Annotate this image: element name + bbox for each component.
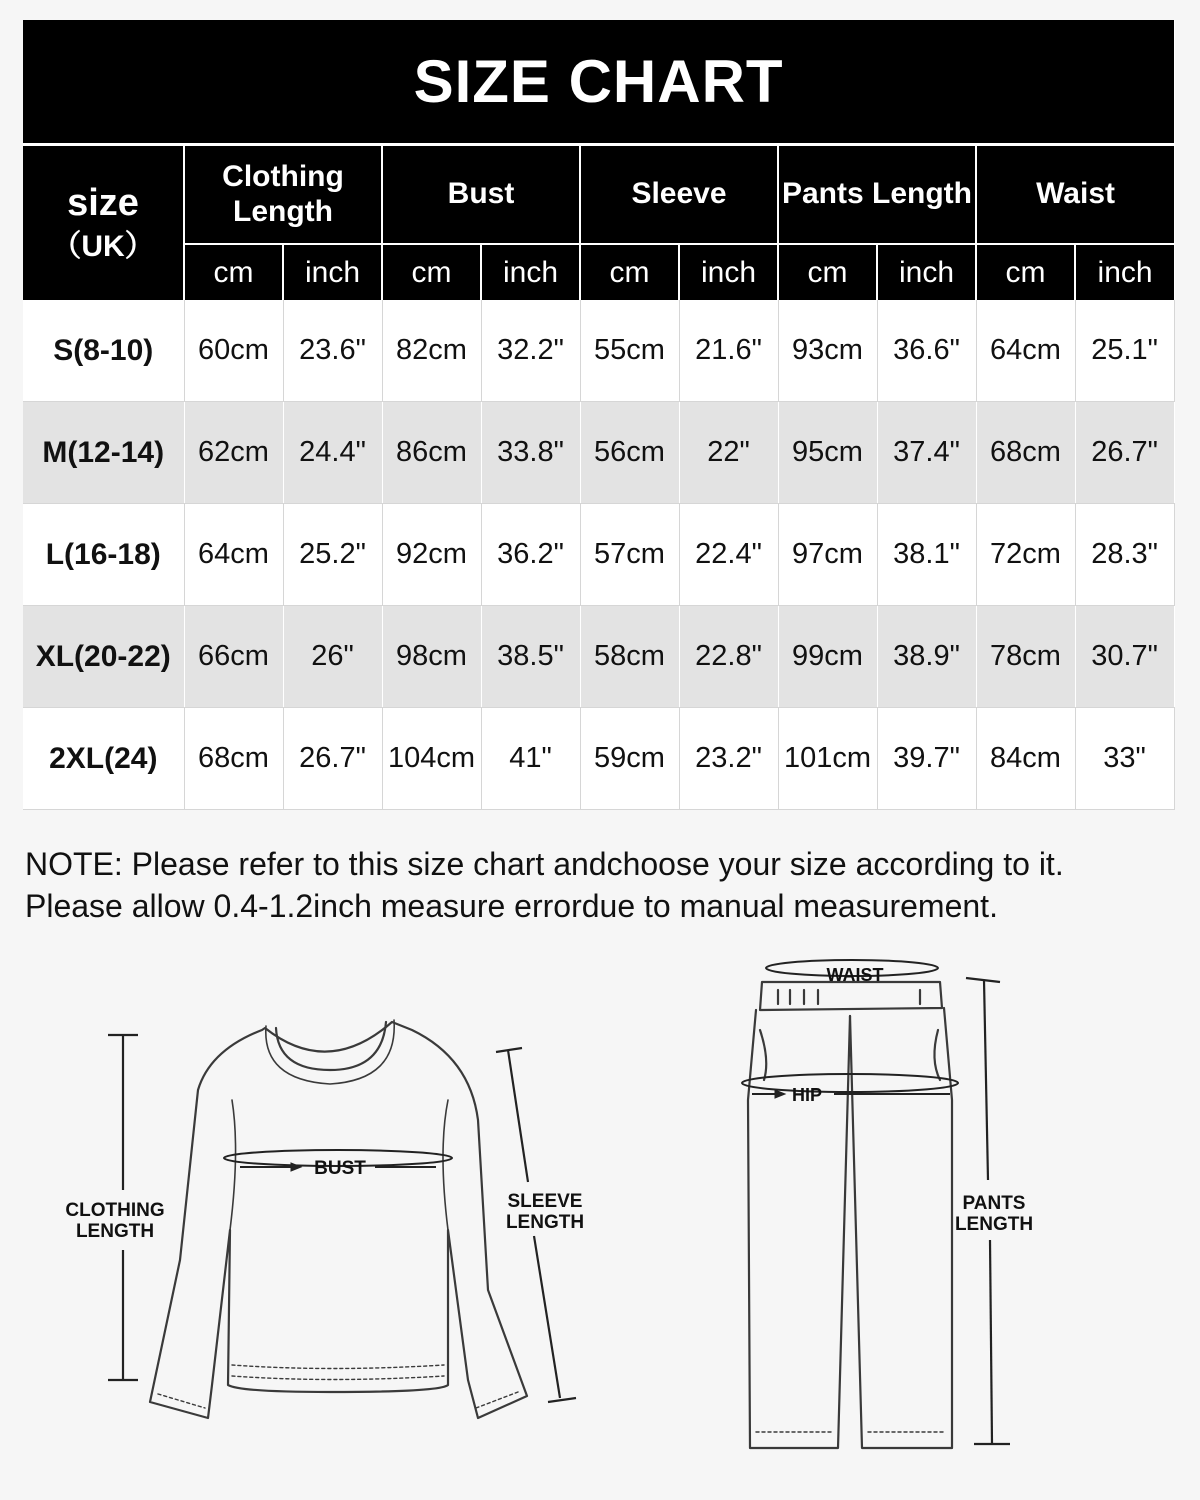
clothing-length-header-line2: Length (233, 194, 333, 228)
unit-inch: inch (481, 244, 580, 300)
table-cell: 101cm (778, 708, 877, 810)
sleeve-length-measure-line (496, 1048, 576, 1402)
table-cell: 36.2" (481, 504, 580, 606)
table-cell: 97cm (778, 504, 877, 606)
clothing-length-header-line1: Clothing (222, 160, 344, 193)
table-row (23, 300, 1174, 402)
size-cell: 2XL(24) (23, 708, 184, 810)
unit-inch: inch (283, 244, 382, 300)
table-cell: 21.6" (679, 300, 778, 402)
pants-length-header: Pants Length (778, 145, 976, 245)
table-cell: 32.2" (481, 300, 580, 402)
sleeve-length-label-line1: SLEEVE (507, 1191, 583, 1212)
size-cell: M(12-14) (23, 402, 184, 504)
chart-title: SIZE CHART (23, 20, 1174, 145)
note-line-1: NOTE: Please refer to this size chart andchoose your size according to it. (25, 846, 1064, 882)
table-row (23, 606, 1174, 708)
unit-inch: inch (679, 244, 778, 300)
unit-inch: inch (877, 244, 976, 300)
table-cell: 86cm (382, 402, 481, 504)
clothing-length-label-line1: CLOTHING (65, 1200, 165, 1221)
table-cell: 68cm (184, 708, 283, 810)
table-cell: 26.7" (283, 708, 382, 810)
table-cell: 28.3" (1075, 504, 1174, 606)
table-cell: 24.4" (283, 402, 382, 504)
size-cell: L(16-18) (23, 504, 184, 606)
table-cell: 26.7" (1075, 402, 1174, 504)
waist-measure-line (766, 960, 938, 976)
unit-inch: inch (1075, 244, 1174, 300)
size-header-label: size (67, 181, 139, 224)
clothing-length-label-line2: LENGTH (75, 1221, 155, 1242)
table-cell: 95cm (778, 402, 877, 504)
measurement-note (25, 843, 1185, 927)
table-cell: 82cm (382, 300, 481, 402)
table-cell: 93cm (778, 300, 877, 402)
bust-header: Bust (382, 145, 580, 245)
table-cell: 23.6" (283, 300, 382, 402)
note-line-2: Please allow 0.4-1.2inch measure errordue to manual measurement. (25, 888, 998, 924)
table-cell: 99cm (778, 606, 877, 708)
unit-header-row (23, 244, 1174, 300)
table-cell: 104cm (382, 708, 481, 810)
table-cell: 56cm (580, 402, 679, 504)
pants-diagram-icon (748, 982, 952, 1448)
table-cell: 78cm (976, 606, 1075, 708)
table-cell: 38.9" (877, 606, 976, 708)
unit-cm: cm (580, 244, 679, 300)
sleeve-length-label-line2: LENGTH (505, 1212, 585, 1233)
unit-cm: cm (976, 244, 1075, 300)
table-cell: 25.2" (283, 504, 382, 606)
table-row (23, 708, 1174, 810)
table-cell: 66cm (184, 606, 283, 708)
table-cell: 26" (283, 606, 382, 708)
table-cell: 25.1" (1075, 300, 1174, 402)
table-cell: 22.8" (679, 606, 778, 708)
pants-length-measure-line (966, 978, 1010, 1444)
table-cell: 57cm (580, 504, 679, 606)
table-cell: 22" (679, 402, 778, 504)
table-cell: 33" (1075, 708, 1174, 810)
table-cell: 22.4" (679, 504, 778, 606)
table-cell: 58cm (580, 606, 679, 708)
clothing-length-header (184, 145, 382, 245)
long-sleeve-top-diagram-icon (150, 1020, 527, 1418)
column-header-row (23, 145, 1174, 245)
table-cell: 55cm (580, 300, 679, 402)
table-row (23, 402, 1174, 504)
table-cell: 23.2" (679, 708, 778, 810)
sleeve-header: Sleeve (580, 145, 778, 245)
table-cell: 62cm (184, 402, 283, 504)
table-cell: 41" (481, 708, 580, 810)
size-header-region: （UK） (51, 229, 155, 263)
clothing-length-measure-line (108, 1035, 138, 1380)
table-cell: 72cm (976, 504, 1075, 606)
table-cell: 33.8" (481, 402, 580, 504)
table-cell: 37.4" (877, 402, 976, 504)
waist-label: WAIST (826, 965, 884, 985)
pants-length-label-line1: PANTS (962, 1193, 1026, 1214)
bust-measure-line (224, 1150, 452, 1167)
size-column-header (23, 145, 184, 301)
table-cell: 38.1" (877, 504, 976, 606)
hip-measure-line (742, 1074, 958, 1094)
table-row (23, 504, 1174, 606)
table-cell: 84cm (976, 708, 1075, 810)
table-cell: 39.7" (877, 708, 976, 810)
table-cell: 59cm (580, 708, 679, 810)
size-chart-table (23, 20, 1175, 810)
table-cell: 60cm (184, 300, 283, 402)
bust-label: BUST (314, 1158, 366, 1179)
table-cell: 98cm (382, 606, 481, 708)
table-cell: 68cm (976, 402, 1075, 504)
size-cell: XL(20-22) (23, 606, 184, 708)
table-cell: 92cm (382, 504, 481, 606)
table-cell: 64cm (976, 300, 1075, 402)
size-cell: S(8-10) (23, 300, 184, 402)
table-cell: 30.7" (1075, 606, 1174, 708)
unit-cm: cm (778, 244, 877, 300)
pants-length-label-line2: LENGTH (954, 1214, 1034, 1235)
table-cell: 38.5" (481, 606, 580, 708)
hip-label: HIP (791, 1085, 823, 1105)
unit-cm: cm (382, 244, 481, 300)
unit-cm: cm (184, 244, 283, 300)
table-cell: 64cm (184, 504, 283, 606)
waist-header: Waist (976, 145, 1174, 245)
table-cell: 36.6" (877, 300, 976, 402)
